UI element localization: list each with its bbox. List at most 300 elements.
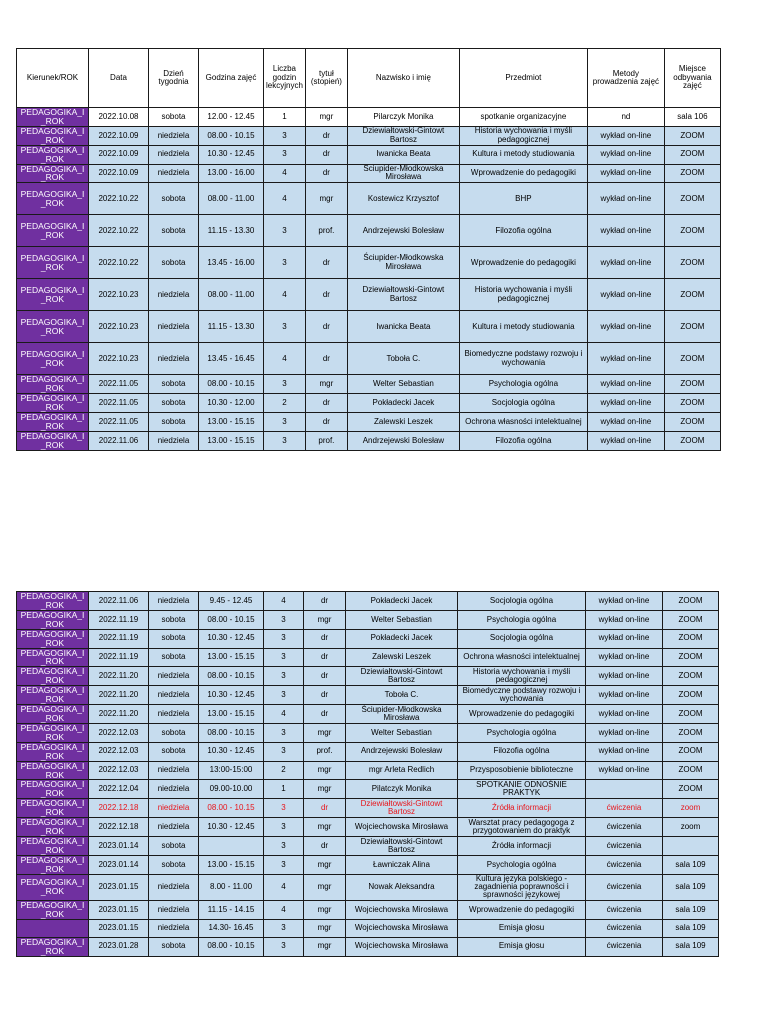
header-cell: Liczba godzin lekcyjnych: [264, 49, 306, 108]
kierunek-cell: PEDAGOGIKA_I_ROK: [17, 145, 89, 164]
title-cell: dr: [305, 311, 347, 343]
title-cell: mgr: [304, 818, 346, 837]
title-cell: mgr: [304, 919, 346, 937]
location-cell: ZOOM: [664, 126, 720, 145]
location-cell: sala 109: [663, 919, 719, 937]
location-cell: ZOOM: [664, 247, 720, 279]
lecturer-cell: Andrzejewski Bolesław: [347, 215, 459, 247]
title-cell: mgr: [305, 183, 347, 215]
date-cell: 2023.01.28: [89, 937, 149, 956]
table-row: [17, 723, 719, 742]
title-cell: dr: [305, 164, 347, 183]
method-cell: wykład on-line: [587, 183, 664, 215]
header-cell: tytuł (stopień): [305, 49, 347, 108]
location-cell: ZOOM: [664, 431, 720, 450]
title-cell: dr: [304, 799, 346, 818]
lecturer-cell: Dziewiałtowski-Gintowt Bartosz: [346, 667, 458, 686]
table-row: [17, 799, 719, 818]
table-row: [17, 145, 721, 164]
weekday-cell: niedziela: [149, 686, 199, 705]
hours-cell: 4: [264, 705, 304, 724]
method-cell: wykład on-line: [586, 648, 663, 667]
weekday-cell: sobota: [149, 183, 199, 215]
title-cell: mgr: [304, 900, 346, 919]
lecturer-cell: Pokładecki Jacek: [346, 629, 458, 648]
lecturer-cell: Dziewiałtowski-Gintowt Bartosz: [347, 126, 459, 145]
date-cell: 2022.11.19: [89, 610, 149, 629]
table-row: [17, 343, 721, 375]
location-cell: ZOOM: [664, 343, 720, 375]
location-cell: zoom: [663, 818, 719, 837]
date-cell: 2022.10.09: [89, 145, 149, 164]
time-cell: 11.15 - 13.30: [199, 311, 264, 343]
lecturer-cell: Zalewski Leszek: [347, 413, 459, 432]
location-cell: sala 109: [663, 855, 719, 874]
table-row: [17, 431, 721, 450]
time-cell: 11.15 - 13.30: [199, 215, 264, 247]
table-row: [17, 874, 719, 900]
schedule-table-2: [16, 591, 719, 957]
date-cell: 2022.11.06: [89, 431, 149, 450]
weekday-cell: niedziela: [149, 761, 199, 780]
hours-cell: 1: [264, 108, 306, 127]
hours-cell: 3: [264, 667, 304, 686]
table-row: [17, 279, 721, 311]
subject-cell: Filozofia ogólna: [459, 431, 587, 450]
hours-cell: 4: [264, 279, 306, 311]
title-cell: mgr: [304, 780, 346, 799]
kierunek-cell: PEDAGOGIKA_I_ROK: [17, 394, 89, 413]
table-row: [17, 311, 721, 343]
date-cell: 2022.11.05: [89, 413, 149, 432]
subject-cell: Kultura i metody studiowania: [459, 311, 587, 343]
header-row: [17, 49, 721, 108]
method-cell: wykład on-line: [586, 742, 663, 761]
location-cell: ZOOM: [663, 742, 719, 761]
lecturer-cell: Welter Sebastian: [346, 723, 458, 742]
time-cell: 13:00-15:00: [199, 761, 264, 780]
kierunek-cell: PEDAGOGIKA_I_ROK: [17, 126, 89, 145]
subject-cell: Biomedyczne podstawy rozwoju i wychowania: [459, 343, 587, 375]
subject-cell: Ochrona własności intelektualnej: [458, 648, 586, 667]
table-row: [17, 937, 719, 956]
date-cell: 2022.10.23: [89, 343, 149, 375]
lecturer-cell: Ściupider-Młodkowska Mirosława: [346, 705, 458, 724]
subject-cell: Socjologia ogólna: [458, 629, 586, 648]
hours-cell: 1: [264, 780, 304, 799]
weekday-cell: sobota: [149, 648, 199, 667]
location-cell: ZOOM: [663, 667, 719, 686]
table-row: [17, 855, 719, 874]
location-cell: sala 106: [664, 108, 720, 127]
lecturer-cell: mgr Arleta Redlich: [346, 761, 458, 780]
lecturer-cell: Ściupider-Młodkowska Mirosława: [347, 164, 459, 183]
method-cell: wykład on-line: [587, 343, 664, 375]
date-cell: 2023.01.15: [89, 919, 149, 937]
kierunek-cell: PEDAGOGIKA_I_ROK: [17, 375, 89, 394]
time-cell: 13.00 - 15.15: [199, 705, 264, 724]
time-cell: 8.00 - 11.00: [199, 874, 264, 900]
table-row: [17, 126, 721, 145]
lecturer-cell: Pilarczyk Monika: [347, 108, 459, 127]
weekday-cell: niedziela: [149, 799, 199, 818]
time-cell: 13.00 - 15.15: [199, 855, 264, 874]
table-row: [17, 667, 719, 686]
location-cell: ZOOM: [663, 705, 719, 724]
method-cell: ćwiczenia: [586, 818, 663, 837]
method-cell: wykład on-line: [587, 126, 664, 145]
lecturer-cell: Dziewiałtowski-Gintowt Bartosz: [347, 279, 459, 311]
date-cell: 2022.11.20: [89, 705, 149, 724]
location-cell: ZOOM: [663, 592, 719, 611]
date-cell: 2023.01.15: [89, 900, 149, 919]
hours-cell: 3: [264, 145, 306, 164]
title-cell: mgr: [304, 855, 346, 874]
weekday-cell: niedziela: [149, 592, 199, 611]
title-cell: dr: [305, 126, 347, 145]
table-row: [17, 686, 719, 705]
time-cell: 10.30 - 12.45: [199, 629, 264, 648]
time-cell: 12.00 - 12.45: [199, 108, 264, 127]
hours-cell: 3: [264, 919, 304, 937]
location-cell: zoom: [663, 799, 719, 818]
time-cell: 10.30 - 12.00: [199, 394, 264, 413]
kierunek-cell: PEDAGOGIKA_I_ROK: [17, 629, 89, 648]
date-cell: 2023.01.15: [89, 874, 149, 900]
title-cell: dr: [304, 592, 346, 611]
location-cell: ZOOM: [664, 279, 720, 311]
lecturer-cell: Kostewicz Krzysztof: [347, 183, 459, 215]
subject-cell: Źródła informacji: [458, 799, 586, 818]
hours-cell: 4: [264, 874, 304, 900]
method-cell: ćwiczenia: [586, 855, 663, 874]
kierunek-cell: PEDAGOGIKA_I_ROK: [17, 164, 89, 183]
date-cell: 2022.11.05: [89, 394, 149, 413]
subject-cell: Historia wychowania i myśli pedagogicznej: [458, 667, 586, 686]
subject-cell: Wprowadzenie do pedagogiki: [459, 247, 587, 279]
table-row: [17, 919, 719, 937]
table-row: [17, 705, 719, 724]
title-cell: mgr: [304, 761, 346, 780]
subject-cell: Psychologia ogólna: [459, 375, 587, 394]
lecturer-cell: Welter Sebastian: [346, 610, 458, 629]
kierunek-cell: PEDAGOGIKA_I_ROK: [17, 431, 89, 450]
subject-cell: BHP: [459, 183, 587, 215]
weekday-cell: niedziela: [149, 919, 199, 937]
date-cell: 2023.01.14: [89, 836, 149, 855]
method-cell: ćwiczenia: [586, 799, 663, 818]
method-cell: wykład on-line: [586, 723, 663, 742]
subject-cell: Wprowadzenie do pedagogiki: [458, 900, 586, 919]
method-cell: ćwiczenia: [586, 900, 663, 919]
kierunek-cell: PEDAGOGIKA_I_ROK: [17, 937, 89, 956]
weekday-cell: sobota: [149, 836, 199, 855]
hours-cell: 4: [264, 900, 304, 919]
location-cell: sala 109: [663, 874, 719, 900]
location-cell: ZOOM: [663, 648, 719, 667]
date-cell: 2022.10.23: [89, 279, 149, 311]
lecturer-cell: Toboła C.: [346, 686, 458, 705]
date-cell: 2022.11.06: [89, 592, 149, 611]
lecturer-cell: Iwanicka Beata: [347, 311, 459, 343]
hours-cell: 3: [264, 375, 306, 394]
title-cell: mgr: [304, 723, 346, 742]
hours-cell: 3: [264, 610, 304, 629]
title-cell: dr: [304, 648, 346, 667]
header-cell: Miejsce odbywania zajęć: [664, 49, 720, 108]
method-cell: wykład on-line: [586, 592, 663, 611]
lecturer-cell: Dziewiałtowski-Gintowt Bartosz: [346, 836, 458, 855]
time-cell: 11.15 - 14.15: [199, 900, 264, 919]
kierunek-cell: PEDAGOGIKA_I_ROK: [17, 610, 89, 629]
subject-cell: Psychologia ogólna: [458, 855, 586, 874]
weekday-cell: sobota: [149, 108, 199, 127]
kierunek-cell: PEDAGOGIKA_I_ROK: [17, 279, 89, 311]
method-cell: ćwiczenia: [586, 919, 663, 937]
lecturer-cell: Wojciechowska Mirosława: [346, 919, 458, 937]
subject-cell: Psychologia ogólna: [458, 610, 586, 629]
date-cell: 2022.11.20: [89, 686, 149, 705]
location-cell: sala 109: [663, 937, 719, 956]
kierunek-cell: PEDAGOGIKA_I_ROK: [17, 761, 89, 780]
subject-cell: Historia wychowania i myśli pedagogicznej: [459, 126, 587, 145]
kierunek-cell: PEDAGOGIKA_I_ROK: [17, 900, 89, 919]
header-cell: Przedmiot: [459, 49, 587, 108]
hours-cell: 4: [264, 164, 306, 183]
time-cell: 13.00 - 15.15: [199, 648, 264, 667]
location-cell: ZOOM: [663, 761, 719, 780]
weekday-cell: niedziela: [149, 311, 199, 343]
header-cell: Kierunek/ROK: [17, 49, 89, 108]
header-cell: Nazwisko i imię: [347, 49, 459, 108]
time-cell: 08.00 - 10.15: [199, 126, 264, 145]
weekday-cell: niedziela: [149, 705, 199, 724]
weekday-cell: niedziela: [149, 900, 199, 919]
lecturer-cell: Dziewiałtowski-Gintowt Bartosz: [346, 799, 458, 818]
title-cell: dr: [305, 394, 347, 413]
method-cell: ćwiczenia: [586, 836, 663, 855]
subject-cell: Socjologia ogólna: [458, 592, 586, 611]
method-cell: ćwiczenia: [586, 937, 663, 956]
title-cell: mgr: [304, 610, 346, 629]
subject-cell: Biomedyczne podstawy rozwoju i wychowania: [458, 686, 586, 705]
title-cell: prof.: [305, 215, 347, 247]
subject-cell: Wprowadzenie do pedagogiki: [458, 705, 586, 724]
hours-cell: 3: [264, 247, 306, 279]
time-cell: 13.45 - 16.00: [199, 247, 264, 279]
schedule-table-1: [16, 48, 721, 451]
kierunek-cell: PEDAGOGIKA_I_ROK: [17, 818, 89, 837]
weekday-cell: niedziela: [149, 431, 199, 450]
subject-cell: Filozofia ogólna: [458, 742, 586, 761]
header-cell: Data: [89, 49, 149, 108]
hours-cell: 3: [264, 723, 304, 742]
hours-cell: 3: [264, 836, 304, 855]
header-cell: Metody prowadzenia zajęć: [587, 49, 664, 108]
title-cell: mgr: [305, 108, 347, 127]
method-cell: wykład on-line: [587, 431, 664, 450]
weekday-cell: sobota: [149, 247, 199, 279]
subject-cell: spotkanie organizacyjne: [459, 108, 587, 127]
date-cell: 2023.01.14: [89, 855, 149, 874]
location-cell: [663, 836, 719, 855]
time-cell: 08.00 - 10.15: [199, 375, 264, 394]
time-cell: 13.45 - 16.45: [199, 343, 264, 375]
title-cell: dr: [305, 343, 347, 375]
weekday-cell: niedziela: [149, 164, 199, 183]
hours-cell: 3: [264, 799, 304, 818]
title-cell: prof.: [305, 431, 347, 450]
weekday-cell: sobota: [149, 375, 199, 394]
hours-cell: 3: [264, 742, 304, 761]
time-cell: 08.00 - 10.15: [199, 610, 264, 629]
table-row: [17, 183, 721, 215]
hours-cell: 4: [264, 343, 306, 375]
table-row: [17, 900, 719, 919]
date-cell: 2022.10.23: [89, 311, 149, 343]
time-cell: 14.30- 16.45: [199, 919, 264, 937]
date-cell: 2022.11.19: [89, 648, 149, 667]
subject-cell: Warsztat pracy pedagogoga z przygotowaniem do praktyk: [458, 818, 586, 837]
date-cell: 2022.10.22: [89, 215, 149, 247]
lecturer-cell: Iwanicka Beata: [347, 145, 459, 164]
date-cell: 2022.12.18: [89, 818, 149, 837]
table-row: [17, 836, 719, 855]
title-cell: dr: [304, 686, 346, 705]
hours-cell: 3: [264, 413, 306, 432]
method-cell: wykład on-line: [587, 215, 664, 247]
subject-cell: Kultura języka polskiego - zagadnienia poprawności i sprawności językowej: [458, 874, 586, 900]
date-cell: 2022.10.22: [89, 247, 149, 279]
title-cell: dr: [304, 705, 346, 724]
title-cell: mgr: [305, 375, 347, 394]
method-cell: wykład on-line: [587, 413, 664, 432]
date-cell: 2022.11.05: [89, 375, 149, 394]
kierunek-cell: PEDAGOGIKA_I_ROK: [17, 667, 89, 686]
weekday-cell: sobota: [149, 610, 199, 629]
header-cell: Godzina zajęć: [199, 49, 264, 108]
title-cell: prof.: [304, 742, 346, 761]
location-cell: ZOOM: [663, 610, 719, 629]
lecturer-cell: Zalewski Leszek: [346, 648, 458, 667]
lecturer-cell: Wojciechowska Mirosława: [346, 900, 458, 919]
table-row: [17, 394, 721, 413]
subject-cell: Ochrona własności intelektualnej: [459, 413, 587, 432]
hours-cell: 3: [264, 629, 304, 648]
table-row: [17, 742, 719, 761]
subject-cell: Przysposobienie biblioteczne: [458, 761, 586, 780]
hours-cell: 3: [264, 855, 304, 874]
table-row: [17, 610, 719, 629]
method-cell: wykład on-line: [586, 610, 663, 629]
method-cell: wykład on-line: [587, 394, 664, 413]
hours-cell: 3: [264, 818, 304, 837]
hours-cell: 3: [264, 126, 306, 145]
location-cell: ZOOM: [664, 375, 720, 394]
title-cell: dr: [305, 413, 347, 432]
time-cell: 08.00 - 11.00: [199, 183, 264, 215]
kierunek-cell: PEDAGOGIKA_I_ROK: [17, 686, 89, 705]
method-cell: wykład on-line: [586, 629, 663, 648]
time-cell: 08.00 - 10.15: [199, 937, 264, 956]
subject-cell: Wprowadzenie do pedagogiki: [459, 164, 587, 183]
time-cell: 10.30 - 12.45: [199, 742, 264, 761]
kierunek-cell: PEDAGOGIKA_I_ROK: [17, 705, 89, 724]
weekday-cell: sobota: [149, 937, 199, 956]
subject-cell: Filozofia ogólna: [459, 215, 587, 247]
hours-cell: 4: [264, 183, 306, 215]
kierunek-cell: PEDAGOGIKA_I_ROK: [17, 108, 89, 127]
weekday-cell: niedziela: [149, 343, 199, 375]
table-row: [17, 164, 721, 183]
kierunek-cell: PEDAGOGIKA_I_ROK: [17, 648, 89, 667]
kierunek-cell: PEDAGOGIKA_I_ROK: [17, 183, 89, 215]
lecturer-cell: Andrzejewski Bolesław: [346, 742, 458, 761]
lecturer-cell: Nowak Aleksandra: [346, 874, 458, 900]
kierunek-cell: PEDAGOGIKA_I_ROK: [17, 855, 89, 874]
method-cell: wykład on-line: [587, 247, 664, 279]
hours-cell: 3: [264, 648, 304, 667]
table-row: [17, 592, 719, 611]
hours-cell: 4: [264, 592, 304, 611]
subject-cell: Socjologia ogólna: [459, 394, 587, 413]
date-cell: 2022.10.22: [89, 183, 149, 215]
hours-cell: 3: [264, 431, 306, 450]
kierunek-cell: [17, 919, 89, 937]
weekday-cell: sobota: [149, 855, 199, 874]
weekday-cell: sobota: [149, 742, 199, 761]
table-body-2: [17, 592, 719, 957]
table-row: [17, 375, 721, 394]
location-cell: ZOOM: [664, 394, 720, 413]
weekday-cell: niedziela: [149, 145, 199, 164]
table-row: [17, 629, 719, 648]
method-cell: wykład on-line: [587, 164, 664, 183]
date-cell: 2022.12.18: [89, 799, 149, 818]
location-cell: ZOOM: [664, 311, 720, 343]
weekday-cell: sobota: [149, 215, 199, 247]
kierunek-cell: PEDAGOGIKA_I_ROK: [17, 780, 89, 799]
table-row: [17, 648, 719, 667]
date-cell: 2022.12.04: [89, 780, 149, 799]
title-cell: dr: [304, 629, 346, 648]
lecturer-cell: Pokładecki Jacek: [346, 592, 458, 611]
date-cell: 2022.10.09: [89, 126, 149, 145]
time-cell: 13.00 - 15.15: [199, 413, 264, 432]
lecturer-cell: Ławniczak Alina: [346, 855, 458, 874]
table-body-1: [17, 108, 721, 451]
subject-cell: Źródła informacji: [458, 836, 586, 855]
time-cell: 08.00 - 11.00: [199, 279, 264, 311]
method-cell: nd: [587, 108, 664, 127]
lecturer-cell: Welter Sebastian: [347, 375, 459, 394]
location-cell: ZOOM: [664, 145, 720, 164]
date-cell: 2022.10.09: [89, 164, 149, 183]
lecturer-cell: Andrzejewski Bolesław: [347, 431, 459, 450]
weekday-cell: sobota: [149, 413, 199, 432]
lecturer-cell: Wojciechowska Mirosława: [346, 937, 458, 956]
location-cell: ZOOM: [663, 629, 719, 648]
kierunek-cell: PEDAGOGIKA_I_ROK: [17, 247, 89, 279]
time-cell: 10.30 - 12.45: [199, 818, 264, 837]
method-cell: wykład on-line: [587, 375, 664, 394]
time-cell: 13.00 - 15.15: [199, 431, 264, 450]
kierunek-cell: PEDAGOGIKA_I_ROK: [17, 874, 89, 900]
hours-cell: 3: [264, 215, 306, 247]
weekday-cell: niedziela: [149, 874, 199, 900]
weekday-cell: sobota: [149, 629, 199, 648]
time-cell: 9.45 - 12.45: [199, 592, 264, 611]
